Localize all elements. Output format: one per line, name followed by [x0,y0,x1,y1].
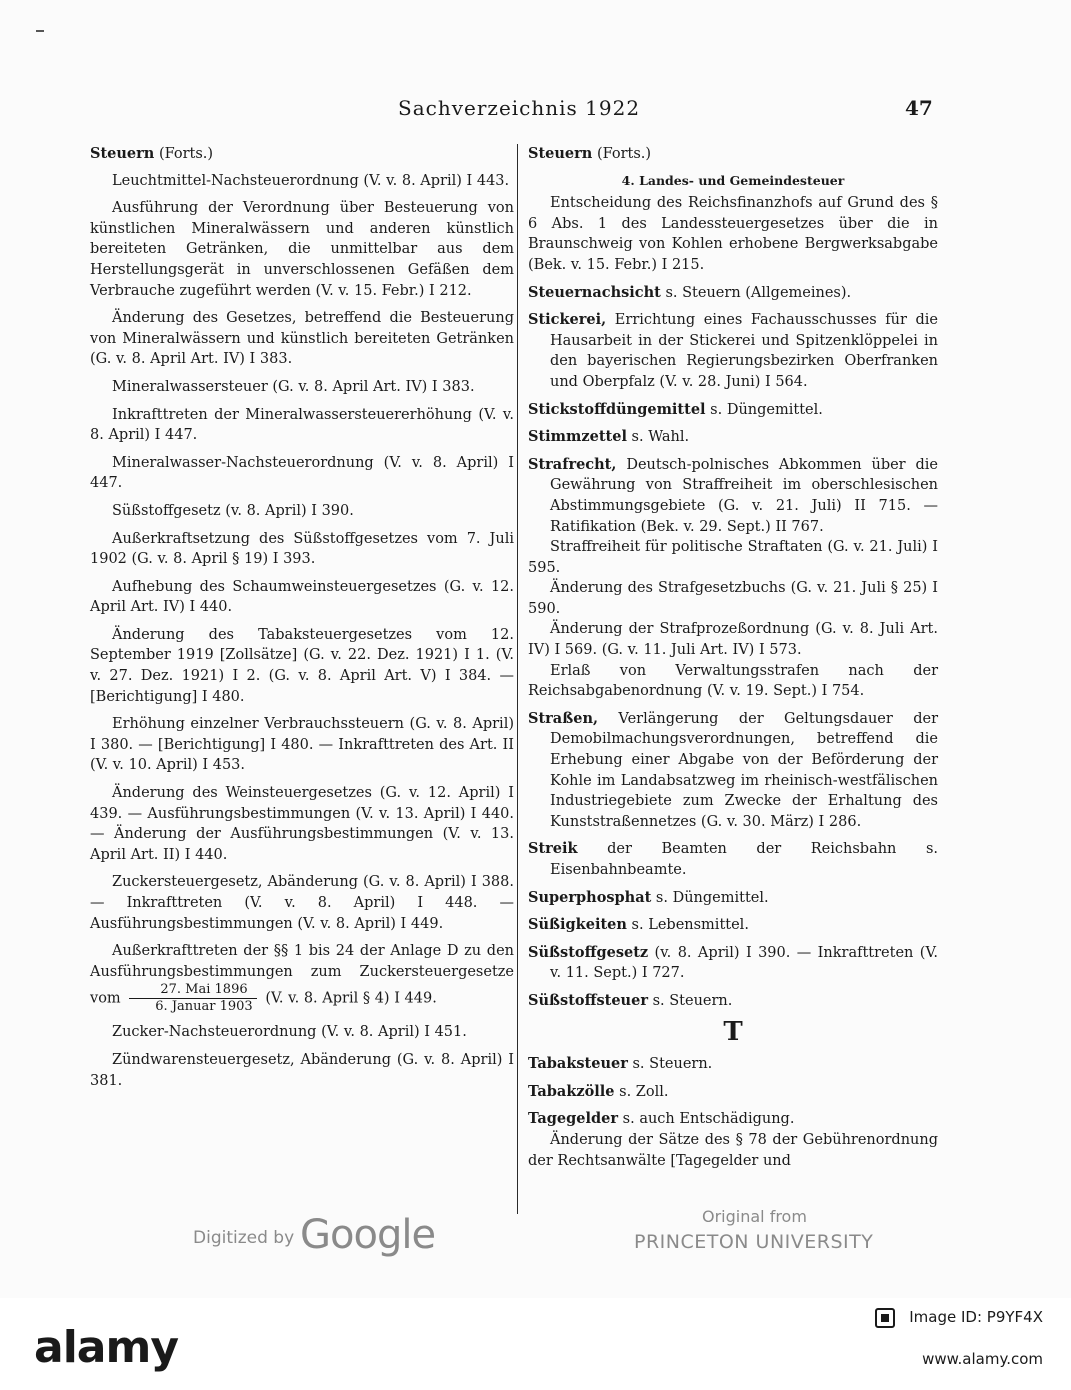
google-logo: Google [300,1212,436,1258]
index-subentry: Erlaß von Verwaltungsstrafen nach der Reichsabgabenordnung (V. v. 19. Sept.) I 754. [528,662,938,700]
index-entry: Aufhebung des Schaumweinsteuergesetzes (G. v. 12. April Art. IV) I 440. [90,578,514,616]
left-column [90,144,514,1098]
index-entry: Ausführung der Verordnung über Besteuerung von künstlichen Mineralwässern und anderen künstlich bereiteten Getränken, die unmittelbar aus dem Herstellungsgerät in unverschlossenen Gefäßen dem Verbrauche zugeführt werden (V. v. 15. Febr.) I 212. [90,200,514,299]
index-entry: Erhöhung einzelner Verbrauchssteuern (G. v. 8. April) I 380. — [Berichtigung] I 480. — Inkrafttreten des Art. II (V. v. 10. April) I 453. [90,716,514,774]
entry-text: s. Steuern. [647,992,733,1009]
entry-head: Süßstoffsteuer [528,991,648,1009]
fraction-denominator: 6. Januar 1903 [155,999,253,1015]
entry-text: s. Düngemittel. [705,401,823,418]
index-subentry: Straffreiheit für politische Straftaten (G. v. 21. Juli) I 595. [528,539,938,576]
column-divider [517,144,518,1214]
entry-text: s. Düngemittel. [651,889,769,906]
entry-head: Steuernachsicht [528,283,661,301]
entry-text: s. Lebensmittel. [626,917,749,934]
index-entry [528,310,938,392]
index-entry: Entscheidung des Reichsfinanzhofs auf Grund des § 6 Abs. 1 des Landessteuergesetzes über die in Braunschweig von Kohlen erhobene Bergwerksabgabe (Bek. v. 15. Febr.) I 215. [528,195,938,273]
left-topline [90,144,514,165]
entry-head: Straßen, [528,709,599,727]
index-entry: Süßstoffgesetz (v. 8. April) I 390. [112,502,354,519]
entry-text: der Beamten der Reichsbahn s. Eisenbahnbeamte. [550,841,938,878]
index-entry [528,1054,938,1075]
index-entry [528,455,938,537]
entry-text: s. Steuern. [627,1056,713,1073]
index-entry: Änderung des Tabaksteuergesetzes vom 12. September 1919 [Zollsätze] (G. v. 22. Dez. 1921) I 1. (V. v. 27. Dez. 1921) I 2. (G. v. 8. April Art. V) I 384. — [Berichtigung] I 480. [90,626,514,705]
image-icon [875,1308,895,1328]
entry-head: Tabaksteuer [528,1055,628,1073]
entry-head: Stickstoffdüngemittel [528,400,706,418]
index-entry [528,888,938,909]
original-from-label: Original from [702,1207,807,1226]
index-entry: Außerkraftsetzung des Süßstoffgesetzes vom 7. Juli 1902 (G. v. 8. April § 19) I 393. [90,530,514,568]
index-entry: Änderung des Gesetzes, betreffend die Besteuerung von Mineralwässern und künstlich bereiteten Getränken (G. v. 8. April Art. IV) I 383. [90,310,514,368]
section-heading: 4. Landes- und Gemeindesteuer [621,172,845,188]
index-entry: Leuchtmittel-Nachsteuerordnung (V. v. 8. April) I 443. [112,172,510,189]
entry-head: Tabakzölle [528,1082,615,1100]
index-subentry: Änderung der Sätze des § 78 der Gebührenordnung der Rechtsanwälte [Tagegelder und [528,1131,938,1169]
entry-head: Streik [528,840,578,858]
entry-text: s. Steuern (Allgemeines). [660,284,852,301]
index-entry [528,1082,938,1103]
entry-text: Verlängerung der Geltungsdauer der Demobilmachungsverordnungen, betreffend die Erhebung einer Abgabe von der Beförderung der Kohle im Landabsatzweg im rheinisch-westfälischen Industriegebiete zum Zwecke der Erhaltung des Kunststraßennetzes (G. v. 30. März) I 286. [550,710,938,830]
index-entry-fraction [90,941,514,1015]
index-entry [528,283,938,304]
index-entry: Mineralwasser-Nachsteuerordnung (V. v. 8. April) I 447. [90,454,514,492]
entry-head: Stickerei, [528,311,607,329]
entry-text: Deutsch-polnisches Abkommen über die Gewährung von Straffreiheit im oberschlesischen Abstimmungsgebiete (G. v. 21. Juli) II 715. — Ratifikation (Bek. v. 29. Sept.) II 767. [550,456,938,535]
entry-head: Strafrecht, [528,455,617,473]
index-entry [528,839,938,880]
entry-text: Errichtung eines Fachausschusses für die Hausarbeit in der Stickerei und Spitzenklöppelei in den bayerischen Regierungsbezirken Oberfranken und Oberpfalz (V. v. 28. Juni) I 564. [550,312,938,390]
index-entry: Inkrafttreten der Mineralwassersteuererhöhung (V. v. 8. April) I 447. [90,406,514,444]
entry-text: Außerkrafttreten der §§ 1 bis 24 der Anlage D zu den Ausführungsbestimmungen zum Zuckersteuergesetze vom [90,943,514,1007]
right-topline [528,144,938,165]
alamy-logo: alamy [34,1322,178,1373]
date-fraction [129,982,256,1015]
index-entry [528,709,938,833]
image-id: Image ID: P9YF4X [909,1308,1043,1326]
entry-text: s. Wahl. [626,429,690,446]
entry-head: Tagegelder [528,1110,619,1128]
entry-head: Stimmzettel [528,428,627,446]
index-entry: Zuckersteuergesetz, Abänderung (G. v. 8. April) I 388. — Inkrafttreten (V. v. 8. April) I 448. — Ausführungsbestimmungen (V. v. 8. April) I 449. [90,874,514,932]
entry-cont: (Forts.) [592,146,652,162]
entry-text: s. auch Entschädigung. [618,1111,795,1128]
entry-head: Steuern [90,145,155,162]
index-entry [528,427,938,448]
index-entry: Mineralwassersteuer (G. v. 8. April Art. IV) I 383. [112,378,475,395]
princeton-label: PRINCETON UNIVERSITY [634,1231,874,1253]
index-entry [528,991,938,1012]
letter-heading: T [723,1016,743,1047]
entry-text: (v. 8. April) I 390. — Inkrafttreten (V. v. 11. Sept.) I 727. [550,944,938,982]
page-title: Sachverzeichnis 1922 [398,96,641,120]
index-entry [528,400,938,421]
entry-head: Superphosphat [528,888,652,906]
index-entry: Zucker-Nachsteuerordnung (V. v. 8. April) I 451. [112,1024,467,1041]
index-entry: Änderung des Weinsteuergesetzes (G. v. 12. April) I 439. — Ausführungsbestimmungen (V. v. 13. April) I 440. — Änderung der Ausführungsbestimmungen (V. v. 13. April Art. II) I 440. [90,785,514,863]
digitized-by-label: Digitized by [193,1228,295,1248]
right-column [528,144,938,1171]
page-number: 47 [905,96,933,120]
index-entry [528,915,938,936]
entry-head: Steuern [528,145,593,162]
index-entry [528,943,938,984]
entry-head: Süßstoffgesetz [528,943,649,961]
stock-url: www.alamy.com [922,1350,1043,1368]
entry-head: Süßigkeiten [528,916,627,934]
index-subentry: Änderung des Strafgesetzbuchs (G. v. 21. Juli § 25) I 590. [528,580,938,617]
entry-text: (V. v. 8. April § 4) I 449. [265,990,437,1007]
index-entry: Zündwarensteuergesetz, Abänderung (G. v. 8. April) I 381. [90,1051,514,1089]
index-entry [528,1109,938,1130]
entry-cont: (Forts.) [154,146,214,162]
scan-mark [36,30,44,32]
index-subentry: Änderung der Strafprozeßordnung (G. v. 8. Juli Art. IV) I 569. (G. v. 11. Juli Art. IV) I 573. [528,621,938,659]
entry-text: s. Zoll. [614,1083,669,1100]
fraction-numerator: 27. Mai 1896 [129,982,256,999]
